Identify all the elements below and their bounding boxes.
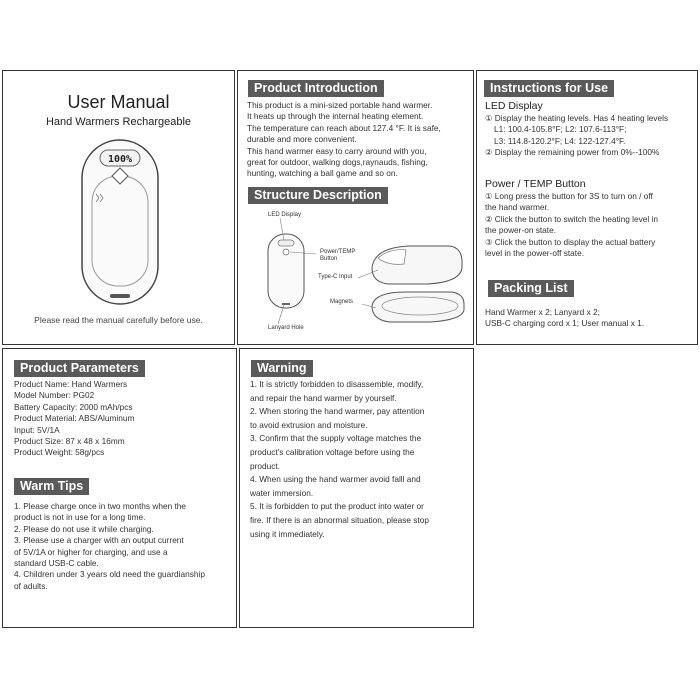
- packing-list-text: Hand Warmer x 2; Lanyard x 2; USB-C charging cord x 1; User manual x 1.: [485, 307, 645, 329]
- led-display-text: ① Display the heating levels. Has 4 heating levels L1: 100.4-105.8°F; L2: 107.6-113°F; L3: 114.8-120.2°F; L4: 122-127.4°F. ② Display the remaining power from 0%--100%: [485, 113, 669, 158]
- read-manual-note: Please read the manual carefully before use.: [34, 315, 203, 325]
- intro-panel: [237, 70, 474, 345]
- manual-title: User Manual: [67, 92, 170, 112]
- led-display-title: LED Display: [485, 100, 543, 112]
- warm-tips-header: Warm Tips: [14, 478, 89, 495]
- instructions-header: Instructions for Use: [484, 80, 614, 97]
- warning-header: Warning: [251, 360, 313, 377]
- parameters-header: Product Parameters: [14, 360, 145, 377]
- parameters-list: Product Name: Hand Warmers Model Number: PG02 Battery Capacity: 2000 mAh/pcs Product Material: ABS/Aluminum Input: 5V/1A Product Size: 87 x 48 x 16mm Product Weight: 58g/pcs: [14, 379, 135, 458]
- warning-text: 1. It is strictly forbidden to disassemble, modify, and repair the hand warmer by yourself. 2. When storing the hand warmer, pay attention to avoid extrusion and moisture. 3. Confirm that the supply voltage matches the product's calibration voltage before using the product. 4. When using the hand warmer avoid falll and water immersion. 5. It is forbidden to put the product into water or fire. If there is an abnormal situation, please stop using it immediately.: [250, 379, 429, 539]
- instructions-panel: [476, 70, 698, 345]
- label-power-temp: Power/TEMP: [320, 249, 356, 255]
- label-led-display: LED Display: [268, 212, 302, 218]
- parameters-panel: [2, 348, 237, 628]
- structure-header: Structure Description: [248, 187, 388, 204]
- label-typec-input: Type-C Input: [318, 274, 353, 280]
- label-lanyard-hole: Lanyard Hole: [268, 325, 304, 331]
- warning-panel: [239, 348, 474, 628]
- label-button: Button: [320, 256, 338, 262]
- cover-panel: [2, 70, 235, 345]
- manual-subtitle: Hand Warmers Rechargeable: [45, 116, 192, 128]
- usb-port-icon: [110, 294, 130, 298]
- power-button-title: Power / TEMP Button: [485, 178, 586, 190]
- packing-list-header: Packing List: [488, 280, 574, 297]
- intro-header: Product Introduction: [248, 80, 384, 97]
- label-magnets: Magnets: [330, 299, 354, 305]
- power-button-text: ① Long press the button for 3S to turn on / off the hand warmer. ② Click the button to switch the heating level in the power-on state. ③ Click the button to display the actual battery level in the power-off state.: [485, 191, 659, 259]
- hand-warmer-illustration: [80, 138, 160, 306]
- warm-tips-text: 1. Please charge once in two months when the product is not in use for a long time. 2. Please do not use it while charging. 3. Please use a charger with an output current of 5V/1A or higher for charging, and use a standard USB-C cable. 4. Children under 3 years old need the guardianship of adults.: [14, 501, 205, 591]
- intro-text: This product is a mini-sized portable hand warmer. It heats up through the internal heating element. The temperature can reach about 127.4 °F. It is safe, durable and more convenient. This hand warmer easy to carry around with you, great for outdoor, walking dogs,raynauds, fishing, hunting, watching a ball game and so on.: [247, 100, 441, 179]
- device-display-reading: 100%: [107, 154, 133, 165]
- structure-diagram: [238, 206, 473, 341]
